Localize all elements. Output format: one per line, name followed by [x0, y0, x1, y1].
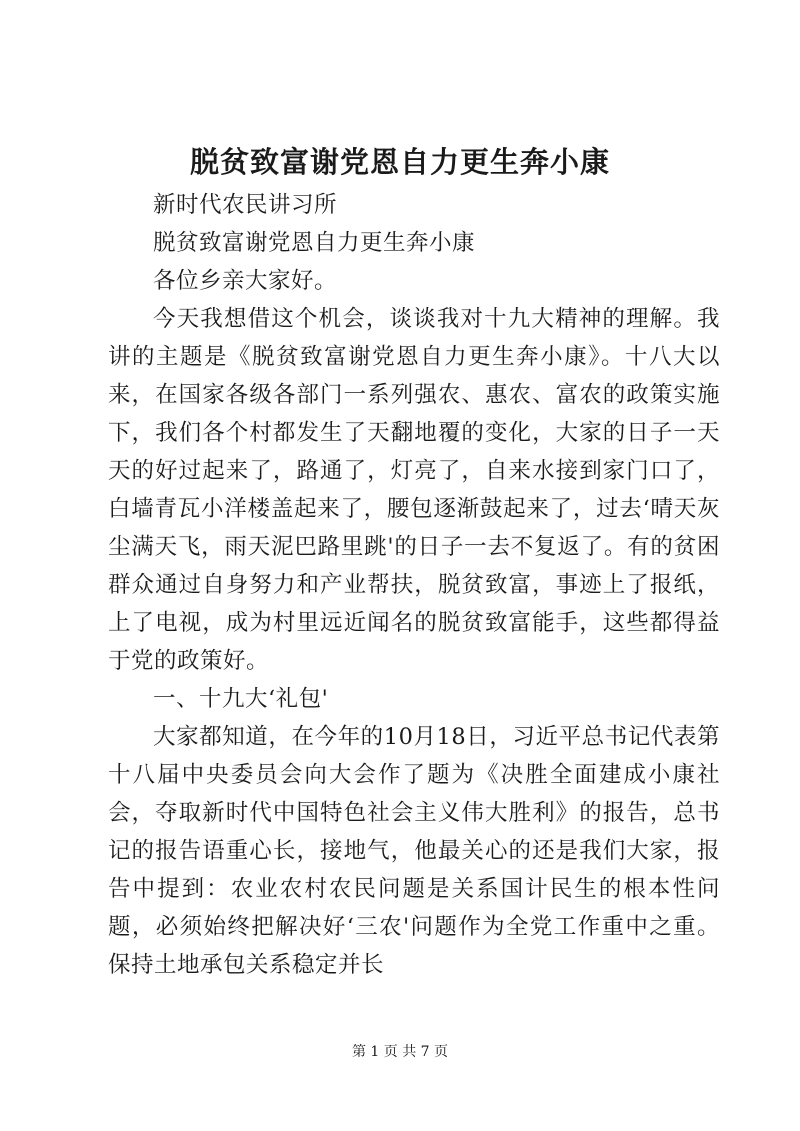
paragraph-subtitle: 脱贫致富谢党恩自力更生奔小康: [153, 230, 476, 256]
paragraph-report: 大家都知道，在今年的10月18日，习近平总书记代表第十八届中央委员会向大会作了题为《决胜全面建成小康社会，夺取新时代中国特色社会主义伟大胜利》的报告，总书记的报告语重心长，接地气，他最关心的还是我们大家，报告中提到：农业农村农民问题是关系国计民生的根本性问题，必须始终把解决好‘三农'问题作为全党工作重中之重。保持土地承包关系稳定并长: [108, 724, 720, 978]
page-number-footer: 第 1 页 共 7 页: [351, 1044, 449, 1060]
paragraph-intro: 今天我想借这个机会，谈谈我对十九大精神的理解。我讲的主题是《脱贫致富谢党恩自力更生奔小康》。十八大以来，在国家各级各部门一系列强农、惠农、富农的政策实施下，我们各个村都发生了天翻地覆的变化，大家的日子一天天的好过起来了，路通了，灯亮了，自来水接到家门口了，白墙青瓦小洋楼盖起来了，腰包逐渐鼓起来了，过去‘晴天灰尘满天飞，雨天泥巴路里跳'的日子一去不复返了。有的贫困群众通过自身努力和产业帮扶，脱贫致富，事迹上了报纸，上了电视，成为村里远近闻名的脱贫致富能手，这些都得益于党的政策好。: [108, 306, 720, 674]
paragraph-greeting: 各位乡亲大家好。: [153, 268, 338, 294]
section-heading-1: 一、十九大‘礼包': [153, 686, 329, 712]
document-title: 脱贫致富谢党恩自力更生奔小康: [189, 145, 610, 179]
paragraph-org: 新时代农民讲习所: [153, 192, 338, 218]
document-body: [108, 186, 720, 984]
